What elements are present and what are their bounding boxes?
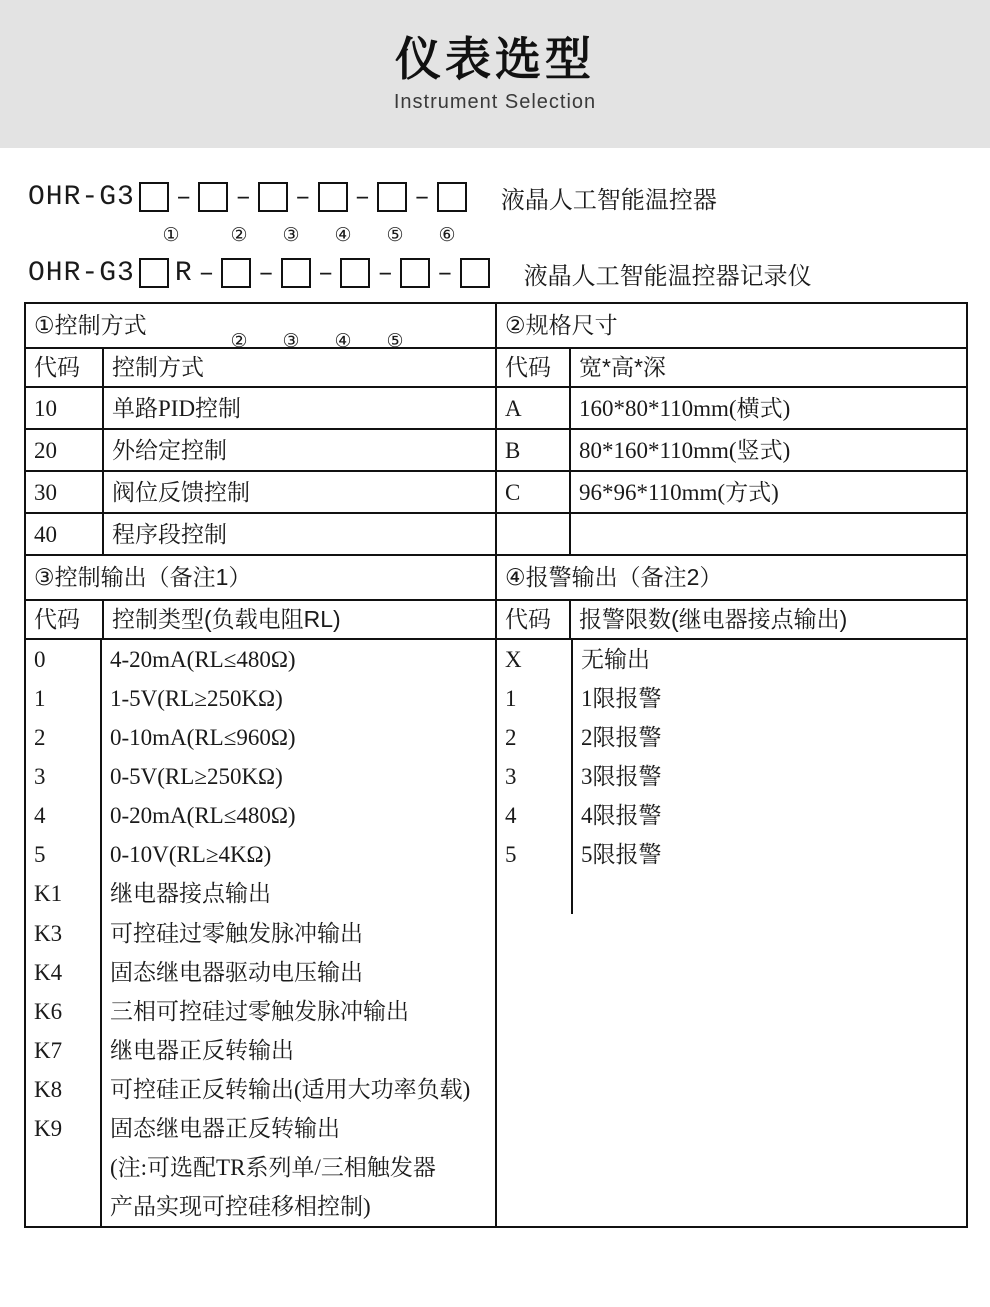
cell-value: 3限报警 bbox=[571, 757, 966, 796]
specification-table bbox=[24, 302, 968, 1228]
list-item bbox=[26, 757, 495, 796]
list-item bbox=[26, 835, 495, 874]
list-item bbox=[26, 914, 495, 953]
code-separator: – bbox=[317, 258, 334, 288]
column-header-limit-4: 报警限数(继电器接点输出) bbox=[570, 600, 967, 639]
list-item-note bbox=[26, 1187, 495, 1226]
cell-value: 4限报警 bbox=[571, 796, 966, 835]
circled-index-3: ③ bbox=[282, 224, 300, 246]
cell-code: X bbox=[505, 647, 522, 673]
cell-code: 1 bbox=[34, 686, 46, 712]
list-item bbox=[26, 679, 495, 718]
section-title-1: ①控制方式 bbox=[25, 303, 496, 348]
note-line-1: (注:可选配TR系列单/三相触发器 bbox=[100, 1148, 495, 1187]
cell-code: 40 bbox=[25, 513, 103, 555]
cell-code: 5 bbox=[34, 842, 46, 868]
column-header-code-3: 代码 bbox=[25, 600, 103, 639]
cell-value: 0-5V(RL≥250KΩ) bbox=[100, 757, 495, 796]
cell-empty bbox=[570, 513, 967, 555]
cell-value: 可控硅正反转输出(适用大功率负载) bbox=[100, 1070, 495, 1109]
cell-value: 阀位反馈控制 bbox=[103, 471, 496, 513]
table-row bbox=[25, 387, 967, 429]
list-item bbox=[26, 1031, 495, 1070]
cell-value: 160*80*110mm(横式) bbox=[570, 387, 967, 429]
code-box[interactable] bbox=[318, 182, 348, 212]
cell-value: 1限报警 bbox=[571, 679, 966, 718]
column-header-code-4: 代码 bbox=[496, 600, 570, 639]
cell-empty bbox=[571, 874, 966, 913]
cell-code: K3 bbox=[34, 920, 63, 946]
cell-code: K7 bbox=[34, 1037, 63, 1063]
circled-index-4b: ④ bbox=[334, 331, 352, 352]
list-item bbox=[497, 679, 966, 718]
cell-code: 4 bbox=[34, 803, 46, 829]
list-item bbox=[497, 796, 966, 835]
note-line-2: 产品实现可控硅移相控制) bbox=[100, 1187, 495, 1226]
cell-code: K4 bbox=[34, 959, 63, 985]
cell-code: 30 bbox=[25, 471, 103, 513]
table-row bbox=[25, 600, 967, 639]
code-separator: – bbox=[175, 182, 192, 212]
cell-value: 80*160*110mm(竖式) bbox=[570, 429, 967, 471]
circled-index-row-1 bbox=[0, 220, 990, 250]
list-item bbox=[497, 835, 966, 874]
section-title-2: ②规格尺寸 bbox=[496, 303, 967, 348]
cell-code: 4 bbox=[505, 803, 517, 829]
code-separator: – bbox=[377, 258, 394, 288]
model-description-2: 液晶人工智能温控器记录仪 bbox=[523, 262, 812, 290]
page-subtitle: Instrument Selection bbox=[393, 90, 597, 113]
section-title-4: ④报警输出（备注2） bbox=[496, 555, 967, 600]
cell-value: 0-10V(RL≥4KΩ) bbox=[100, 835, 495, 874]
circled-index-3b: ③ bbox=[282, 331, 300, 352]
cell-code: 2 bbox=[34, 725, 46, 751]
circled-index-2: ② bbox=[230, 224, 248, 246]
code-box[interactable] bbox=[377, 182, 407, 212]
cell-code: 10 bbox=[25, 387, 103, 429]
table-row bbox=[25, 513, 967, 555]
cell-code-empty bbox=[26, 1187, 100, 1195]
cell-value: 2限报警 bbox=[571, 718, 966, 757]
cell-code: C bbox=[496, 471, 570, 513]
circled-index-1: ① bbox=[162, 224, 180, 246]
cell-value: 0-10mA(RL≤960Ω) bbox=[100, 718, 495, 757]
cell-value: 无输出 bbox=[571, 640, 966, 679]
cell-value: 5限报警 bbox=[571, 835, 966, 874]
cell-code: A bbox=[496, 387, 570, 429]
list-item bbox=[26, 796, 495, 835]
model-description-1: 液晶人工智能温控器 bbox=[500, 186, 717, 214]
cell-code: 3 bbox=[505, 764, 517, 790]
cell-code: 3 bbox=[34, 764, 46, 790]
cell-code: K1 bbox=[34, 881, 63, 907]
list-item bbox=[26, 953, 495, 992]
code-separator: – bbox=[414, 182, 430, 212]
cell-value: 96*96*110mm(方式) bbox=[570, 471, 967, 513]
cell-value: 继电器接点输出 bbox=[100, 874, 495, 913]
model-row-2 bbox=[0, 250, 990, 296]
list-item bbox=[26, 874, 495, 913]
cell-code-empty bbox=[26, 1148, 100, 1156]
table-row bbox=[25, 639, 967, 1227]
cell-code: 20 bbox=[25, 429, 103, 471]
table-row bbox=[25, 471, 967, 513]
circled-index-5: ⑤ bbox=[386, 224, 404, 246]
page-title: 仪表选型 bbox=[395, 33, 595, 86]
circled-index-4: ④ bbox=[334, 224, 352, 246]
alarm-output-list bbox=[496, 639, 967, 1227]
cell-code: 2 bbox=[505, 725, 517, 751]
cell-code: 5 bbox=[505, 842, 517, 868]
cell-code: 0 bbox=[34, 647, 46, 673]
table-row bbox=[25, 303, 967, 348]
model-name-2: OHR-G3 bbox=[28, 257, 135, 289]
cell-value: 可控硅过零触发脉冲输出 bbox=[100, 914, 495, 953]
code-box[interactable] bbox=[460, 258, 490, 288]
cell-value: 0-20mA(RL≤480Ω) bbox=[100, 796, 495, 835]
cell-code: K9 bbox=[34, 1115, 63, 1141]
model-name-1: OHR-G3 bbox=[28, 181, 135, 213]
cell-value: 程序段控制 bbox=[103, 513, 496, 555]
cell-value: 单路PID控制 bbox=[103, 387, 496, 429]
list-item bbox=[26, 640, 495, 679]
code-separator: – bbox=[235, 182, 252, 212]
cell-value: 固态继电器驱动电压输出 bbox=[100, 953, 495, 992]
code-separator: – bbox=[354, 182, 371, 212]
column-header-size-2: 宽*高*深 bbox=[570, 348, 967, 387]
model-code-diagrams bbox=[0, 148, 990, 296]
cell-value: 外给定控制 bbox=[103, 429, 496, 471]
list-item-note bbox=[26, 1148, 495, 1187]
list-item bbox=[497, 757, 966, 796]
cell-value: 三相可控硅过零触发脉冲输出 bbox=[100, 992, 495, 1031]
code-box[interactable] bbox=[198, 182, 228, 212]
cell-value: 4-20mA(RL≤480Ω) bbox=[100, 640, 495, 679]
table-row bbox=[25, 429, 967, 471]
column-header-type-1: 控制方式 bbox=[103, 348, 496, 387]
code-separator: – bbox=[437, 258, 453, 288]
code-separator: – bbox=[295, 182, 311, 212]
list-filler bbox=[497, 874, 966, 1204]
cell-code: K6 bbox=[34, 998, 63, 1024]
model-r-suffix: R bbox=[174, 257, 192, 289]
list-item bbox=[26, 1109, 495, 1148]
model-row-1 bbox=[0, 174, 990, 220]
code-box[interactable] bbox=[221, 258, 251, 288]
code-box[interactable] bbox=[340, 258, 370, 288]
cell-code: K8 bbox=[34, 1076, 63, 1102]
circled-index-6: ⑥ bbox=[438, 224, 456, 246]
code-box[interactable] bbox=[281, 258, 311, 288]
page-banner bbox=[0, 0, 990, 148]
code-separator: – bbox=[198, 258, 215, 288]
cell-value: 1-5V(RL≥250KΩ) bbox=[100, 679, 495, 718]
list-item bbox=[26, 992, 495, 1031]
section-title-3: ③控制输出（备注1） bbox=[25, 555, 496, 600]
code-box[interactable] bbox=[437, 182, 467, 212]
table-row bbox=[25, 348, 967, 387]
code-separator: – bbox=[258, 258, 274, 288]
list-item bbox=[26, 718, 495, 757]
cell-empty bbox=[496, 513, 570, 555]
column-header-type-3: 控制类型(负载电阻RL) bbox=[103, 600, 496, 639]
code-box[interactable] bbox=[139, 258, 169, 288]
list-item bbox=[497, 718, 966, 757]
list-item bbox=[26, 1070, 495, 1109]
code-box[interactable] bbox=[400, 258, 430, 288]
circled-index-2b: ② bbox=[230, 331, 248, 352]
cell-code-empty bbox=[497, 874, 571, 882]
cell-value: 继电器正反转输出 bbox=[100, 1031, 495, 1070]
code-box[interactable] bbox=[258, 182, 288, 212]
cell-code: 1 bbox=[505, 686, 517, 712]
list-item bbox=[497, 640, 966, 679]
column-header-code-1: 代码 bbox=[25, 348, 103, 387]
circled-index-5b: ⑤ bbox=[386, 331, 404, 352]
column-header-code-2: 代码 bbox=[496, 348, 570, 387]
control-output-list bbox=[25, 639, 496, 1227]
code-box[interactable] bbox=[139, 182, 169, 212]
cell-code: B bbox=[496, 429, 570, 471]
cell-value: 固态继电器正反转输出 bbox=[100, 1109, 495, 1148]
table-row bbox=[25, 555, 967, 600]
